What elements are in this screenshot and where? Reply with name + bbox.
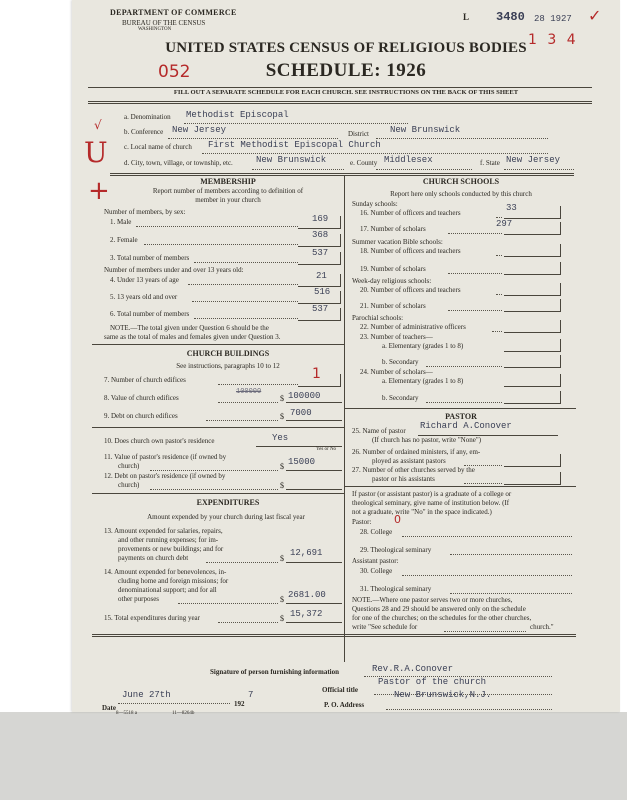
- q14-value: 2681.00: [288, 590, 326, 600]
- background-surface: [0, 712, 627, 800]
- q16-label: 16. Number of officers and teachers: [360, 209, 461, 217]
- q4-value: 21: [316, 271, 327, 281]
- schedule-title: SCHEDULE: 1926: [265, 60, 427, 81]
- q3-value: 537: [312, 248, 329, 258]
- parochial-heading: Parochial schools:: [352, 314, 404, 322]
- denomination-value: Methodist Episcopal: [186, 110, 289, 120]
- handwritten-code: 1 3 4: [528, 32, 579, 48]
- handwritten-number: 052: [158, 62, 191, 82]
- pastor-sub-heading: Pastor:: [352, 518, 372, 526]
- instruction-line: FILL OUT A SEPARATE SCHEDULE FOR EACH CHURCH. SEE INSTRUCTIONS ON THE BACK OF THIS SHEET: [173, 89, 519, 96]
- city-value: New Brunswick: [256, 155, 327, 165]
- q25-value: Richard A.Conover: [420, 421, 512, 431]
- q10-label: 10. Does church own pastor's residence: [104, 437, 215, 445]
- q11-label-2: church): [118, 462, 140, 470]
- q8-label: 8. Value of church edifices: [104, 394, 179, 402]
- membership-note-1: NOTE.—The total given under Question 6 should be the: [110, 324, 269, 332]
- conference-label: b. Conference: [124, 128, 164, 136]
- year-hand-value: 7: [248, 690, 254, 700]
- graduate-note-3: not a graduate, write "No" in the space indicated.): [352, 508, 492, 516]
- yes-no-caption: Yes or No: [316, 447, 337, 452]
- official-title-value: Pastor of the church: [378, 677, 487, 687]
- membership-intro-2: member in your church: [195, 196, 261, 204]
- department-line: DEPARTMENT OF COMMERCE: [110, 8, 237, 17]
- q9-value: 7000: [290, 408, 312, 418]
- schools-heading: CHURCH SCHOOLS: [422, 177, 500, 186]
- q25-note: (If church has no pastor, write "None"): [372, 436, 482, 444]
- bureau-line: BUREAU OF THE CENSUS: [122, 19, 206, 27]
- q13-value: 12,691: [290, 548, 323, 558]
- q14-label-1: 14. Amount expended for benevolences, in-: [104, 568, 227, 576]
- q6-value: 537: [312, 304, 329, 314]
- q11-label-1: 11. Value of pastor's residence (if owned by: [104, 453, 227, 461]
- q16-value: 33: [506, 203, 517, 213]
- q25-label: 25. Name of pastor: [352, 427, 406, 435]
- date-label: Date: [102, 704, 116, 712]
- district-value: New Brunswick: [390, 125, 461, 135]
- q13-label-4: payments on church debt: [118, 554, 189, 562]
- q13-label-1: 13. Amount expended for salaries, repairs,: [104, 527, 223, 535]
- buildings-intro: See instructions, paragraphs 10 to 12: [176, 362, 280, 370]
- q26-label-2: ployed as assistant pastors: [372, 457, 446, 465]
- q26-label-1: 26. Number of ordained ministers, if any, em-: [352, 448, 481, 456]
- pastor-note-3: for one of the churches; on the schedules for the other churches,: [352, 614, 532, 622]
- q11-value: 15000: [288, 457, 316, 467]
- red-tick-mark: √: [94, 118, 102, 132]
- q24b-label: b. Secondary: [382, 394, 419, 402]
- q23b-label: b. Secondary: [382, 358, 419, 366]
- summer-heading: Summer vacation Bible schools:: [352, 238, 443, 246]
- stamp-date: 28 1927: [534, 14, 572, 24]
- q27-label-1: 27. Number of other churches served by the: [352, 466, 475, 474]
- year-label: 192: [234, 700, 245, 708]
- handwritten-u: U: [84, 136, 108, 169]
- age-heading: Number of members under and over 13 years old:: [104, 266, 244, 274]
- washington-line: WASHINGTON: [138, 27, 172, 32]
- pastor-note-2: Questions 28 and 29 should be answered only on the schedule: [352, 605, 526, 613]
- q23-label: 23. Number of teachers—: [360, 333, 433, 341]
- graduate-note-1: If pastor (or assistant pastor) is a graduate of a college or: [352, 490, 512, 498]
- membership-heading: MEMBERSHIP: [200, 177, 256, 186]
- assistant-sub-heading: Assistant pastor:: [352, 557, 399, 565]
- county-label: e. County: [350, 159, 378, 167]
- q30-label: 30. College: [360, 567, 393, 575]
- q6-label: 6. Total number of members: [110, 310, 190, 318]
- q17-label: 17. Number of scholars: [360, 225, 426, 233]
- q4-label: 4. Under 13 years of age: [110, 276, 179, 284]
- expenditures-heading: EXPENDITURES: [196, 498, 260, 507]
- form-title: UNITED STATES CENSUS OF RELIGIOUS BODIES: [165, 40, 527, 56]
- q8-value: 100000: [288, 391, 321, 401]
- state-label: f. State: [480, 159, 500, 167]
- q5-value: 516: [314, 287, 331, 297]
- conference-value: New Jersey: [172, 125, 227, 135]
- q10-value: Yes: [272, 433, 289, 443]
- census-schedule-document: DEPARTMENT OF COMMERCE BUREAU OF THE CENSUS WASHINGTON L 3480 28 1927 ✓ 1 3 4 UNITED STATES CENSUS OF RELIGIOUS BODIES SCHEDULE: 1926 052 FILL OUT A SEPARATE SCHEDULE FOR EACH CHURCH. SEE INSTRUCTIONS ON THE BACK OF THIS SHEET a. Denomination Methodist Episcopal √ b. Conference New Jersey District New Brunswick U c. Local name of church First Methodist Episcopal Church d. City, town, village, or township, etc. New Brunswick e. County Middlesex f. State New Jersey + MEMBERSHIP Report number of members according to definition of member in your church Number of members, by sex: 1. Male 169 2. Female 368 3. Total number of members 537 Number of members under and over 13 years old: 4. Under 13 years of age 21 5. 13 years old and over 516 6. Total number of members 537 NOTE.—The total given under Question 6 should be the same as the total of males and females given under Question 3. CHURCH BUILDINGS See instructions, paragraphs 10 to 12 7. Number of church edifices 1 8. Value of church edifices 100000 $ 100000 9. Debt on church edifices $ 7000 10. Does church own pastor's residence Yes Yes or No 11. Value of pastor's residence (if owned by church) $ 15000 12. Debt on pastor's residence (if owned by church) $ EXPENDITURES Amount expended by your church during last fiscal year 13. Amount expended for salaries, repairs, and other running expenses; for im- provements or new buildings; and for payments on church debt $ 12,691 14. Amount expended for benevolences, in- cluding home and foreign missions; for denominational support; and for all other purposes $ 2681.00 15. Total expenditures during year $ 15,372 CHURCH SCHOOLS Report here only schools conducted by this church Sunday schools: 16. Number of officers and teachers 33 17. Number of scholars 297 Summer vacation Bible schools: 18. Number of officers and teachers 19. Number of scholars Week-day religious schools: 20. Number of officers and teachers 21. Number of scholars Parochial schools: 22. Number of administrative officers 23. Number of teachers— a. Elementary (grades 1 to 8) b. Secondary 24. Number of scholars— a. Elementary (grades 1 to 8) b. Secondary PASTOR 25. Name of pastor Richard A.Conover (If church has no pastor, write "None") 26. Number of ordained ministers, if any, em- ployed as assistant pastors 27. Number of other churches served by the pastor or his assistants If pastor (or assistant pastor) is a graduate of a college or theological seminary, give name of institution below. (If not a graduate, write "No" in the space indicated.) Pastor: 28. College 0 29. Theological seminary Assistant pastor: 30. College 31. Theological seminary NOTE.—Where one pastor serves two or more churches, Questions 28 and 29 should be answered only on the schedule for one of the churches; on the schedules for the other churches, write "See schedule for church." Signature of person furnishing information Rev.R.A.Conover Official title Pastor of the church Date June 27th 192 7 P. O. Address New Brunswick,N.J. 8—5518 a 11—8264b: [72, 0, 620, 712]
- q20-label: 20. Number of officers and teachers: [360, 286, 461, 294]
- q19-label: 19. Number of scholars: [360, 265, 426, 273]
- pastor-note-1: NOTE.—Where one pastor serves two or more churches,: [352, 596, 513, 604]
- q28-value: 0: [394, 513, 401, 526]
- q22-label: 22. Number of administrative officers: [360, 323, 466, 331]
- q27-label-2: pastor or his assistants: [372, 475, 435, 483]
- signature-value: Rev.R.A.Conover: [372, 664, 454, 674]
- q13-label-2: and other running expenses; for im-: [118, 536, 219, 544]
- graduate-note-2: theological seminary, give name of institution below. (If: [352, 499, 510, 507]
- expenditures-intro: Amount expended by your church during last fiscal year: [147, 513, 305, 521]
- q24a-label: a. Elementary (grades 1 to 8): [382, 377, 464, 385]
- denomination-label: a. Denomination: [124, 113, 171, 121]
- state-value: New Jersey: [506, 155, 561, 165]
- membership-intro-1: Report number of members according to definition of: [152, 187, 304, 195]
- po-address-value: New Brunswick,N.J.: [394, 690, 492, 700]
- q28-label: 28. College: [360, 528, 393, 536]
- city-label: d. City, town, village, or township, etc.: [124, 159, 233, 167]
- print-code: 11—8264b: [172, 711, 195, 716]
- county-value: Middlesex: [384, 155, 433, 165]
- q5-label: 5. 13 years old and over: [110, 293, 178, 301]
- weekday-heading: Week-day religious schools:: [352, 277, 432, 285]
- members-by-sex-heading: Number of members, by sex:: [104, 208, 186, 216]
- handwritten-plus: +: [88, 176, 110, 206]
- stamp-letter: L: [463, 12, 470, 22]
- sunday-heading: Sunday schools:: [352, 200, 398, 208]
- district-label: District: [348, 130, 369, 138]
- q2-value: 368: [312, 230, 329, 240]
- q13-label-3: provements or new buildings; and for: [118, 545, 224, 553]
- q14-label-2: cluding home and foreign missions; for: [118, 577, 229, 585]
- signature-label: Signature of person furnishing information: [210, 668, 339, 676]
- pastor-note-4: write "See schedule for: [352, 623, 418, 631]
- q8-struck-value: 100000: [236, 388, 262, 396]
- q14-label-4: other purposes: [118, 595, 160, 603]
- q15-value: 15,372: [290, 609, 323, 619]
- q7-value: 1: [312, 366, 321, 382]
- church-name-value: First Methodist Episcopal Church: [208, 140, 381, 150]
- check-mark: ✓: [588, 6, 602, 25]
- q9-label: 9. Debt on church edifices: [104, 412, 178, 420]
- q31-label: 31. Theological seminary: [360, 585, 432, 593]
- q12-label-2: church): [118, 481, 140, 489]
- membership-note-2: same as the total of males and females given under Question 3.: [104, 333, 281, 341]
- pastor-note-5: church.": [530, 623, 554, 631]
- official-title-label: Official title: [322, 686, 358, 694]
- church-name-label: c. Local name of church: [124, 143, 192, 151]
- q2-label: 2. Female: [110, 236, 138, 244]
- q1-value: 169: [312, 214, 329, 224]
- q29-label: 29. Theological seminary: [360, 546, 432, 554]
- q1-label: 1. Male: [110, 218, 132, 226]
- q24-label: 24. Number of scholars—: [360, 368, 433, 376]
- buildings-heading: CHURCH BUILDINGS: [186, 349, 270, 358]
- q23a-label: a. Elementary (grades 1 to 8): [382, 342, 464, 350]
- q15-label: 15. Total expenditures during year: [104, 614, 200, 622]
- q17-value: 297: [496, 219, 513, 229]
- q14-label-3: denominational support; and for all: [118, 586, 217, 594]
- stamp-number: 3480: [496, 10, 525, 24]
- q18-label: 18. Number of officers and teachers: [360, 247, 461, 255]
- q12-label-1: 12. Debt on pastor's residence (if owned by: [104, 472, 226, 480]
- q21-label: 21. Number of scholars: [360, 302, 426, 310]
- q7-label: 7. Number of church edifices: [104, 376, 186, 384]
- q3-label: 3. Total number of members: [110, 254, 190, 262]
- pastor-heading: PASTOR: [445, 412, 477, 421]
- schools-intro: Report here only schools conducted by this church: [390, 190, 532, 198]
- date-value: June 27th: [122, 690, 171, 700]
- po-address-label: P. O. Address: [324, 701, 365, 709]
- form-code: 8—5518 a: [116, 711, 137, 716]
